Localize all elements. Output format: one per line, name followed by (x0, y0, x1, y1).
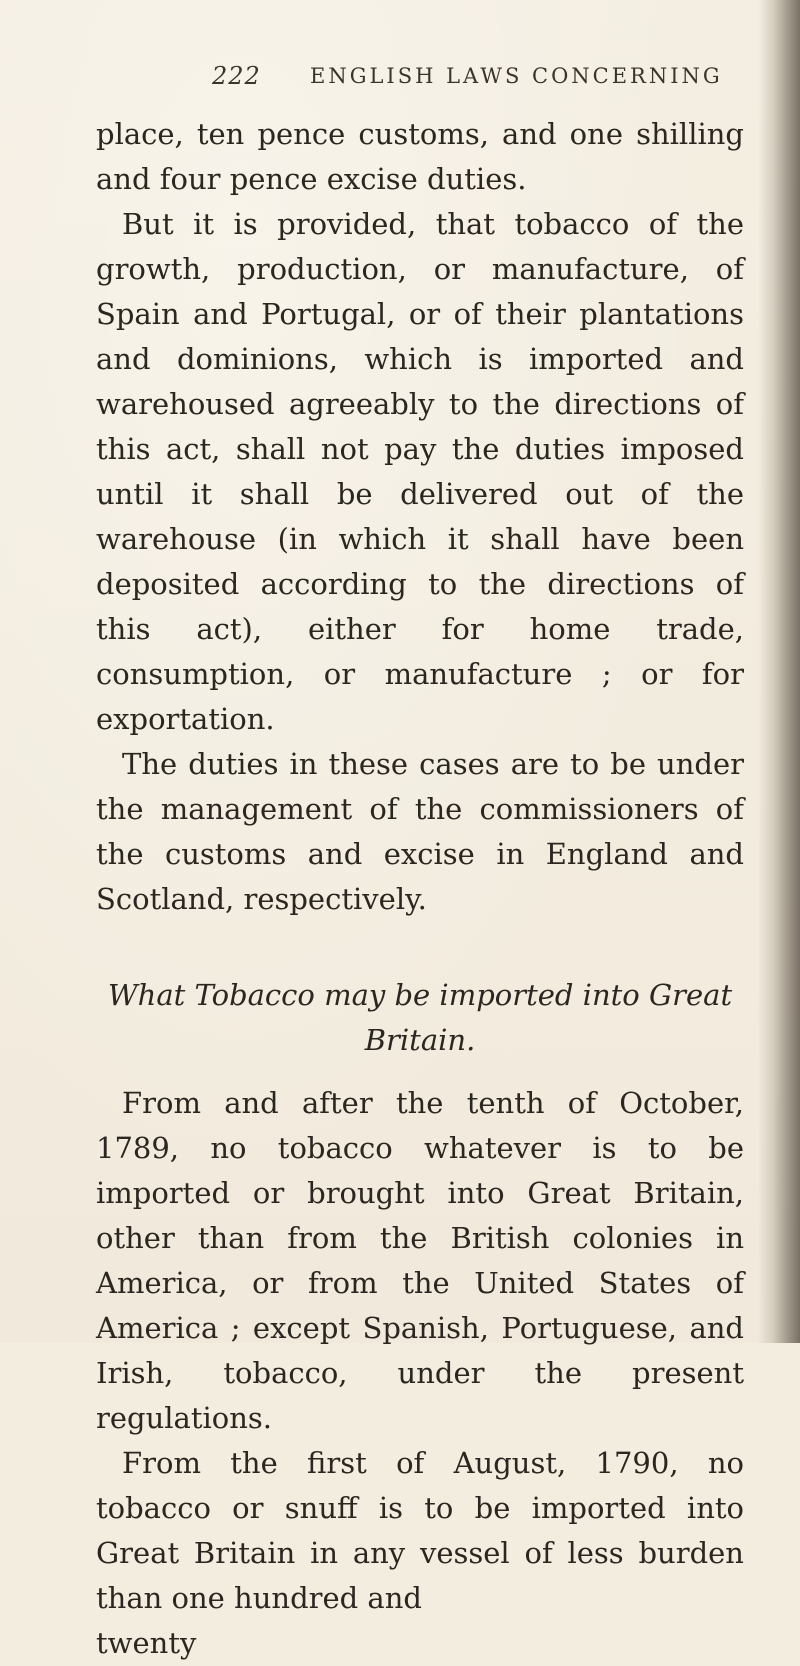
paragraph-management: The duties in these cases are to be under the management of the commissioners of the customs and excise in England and Scotland, respectively. (96, 747, 744, 916)
page-number: 222 (212, 62, 261, 90)
paragraph-duties: place, ten pence customs, and one shilling and four pence excise duties. (96, 117, 744, 196)
catchword: twenty (96, 1626, 197, 1660)
section-heading: What Tobacco may be imported into Great Britain. (107, 978, 733, 1057)
paragraph-vessel-rule: From the first of August, 1790, no tobacco or snuff is to be imported into Great Britain in any vessel of less burden than one hundred and (96, 1446, 744, 1615)
running-head (212, 62, 772, 96)
paragraph-proviso: But it is provided, that tobacco of the growth, production, or manufacture, of Spain and Portugal, or of their plantations and dominions, which is imported and warehoused agreeably to the directions of this act, shall not pay the duties imposed until it shall be delivered out of the warehouse (in which it shall have been deposited according to the directions of this act), either for home trade, consumption, or manufacture ; or for exportation. (96, 207, 744, 736)
body-text (96, 112, 744, 1666)
paragraph-import-rule: From and after the tenth of October, 1789, no tobacco whatever is to be imported or brought into Great Britain, other than from the British colonies in America, or from the United States of America ; except Spanish, Portuguese, and Irish, tobacco, under the present regulations. (96, 1086, 744, 1435)
section-spacer (96, 922, 744, 967)
running-title: ENGLISH LAWS CONCERNING (310, 64, 723, 88)
page-edge-shadow (758, 0, 800, 1343)
